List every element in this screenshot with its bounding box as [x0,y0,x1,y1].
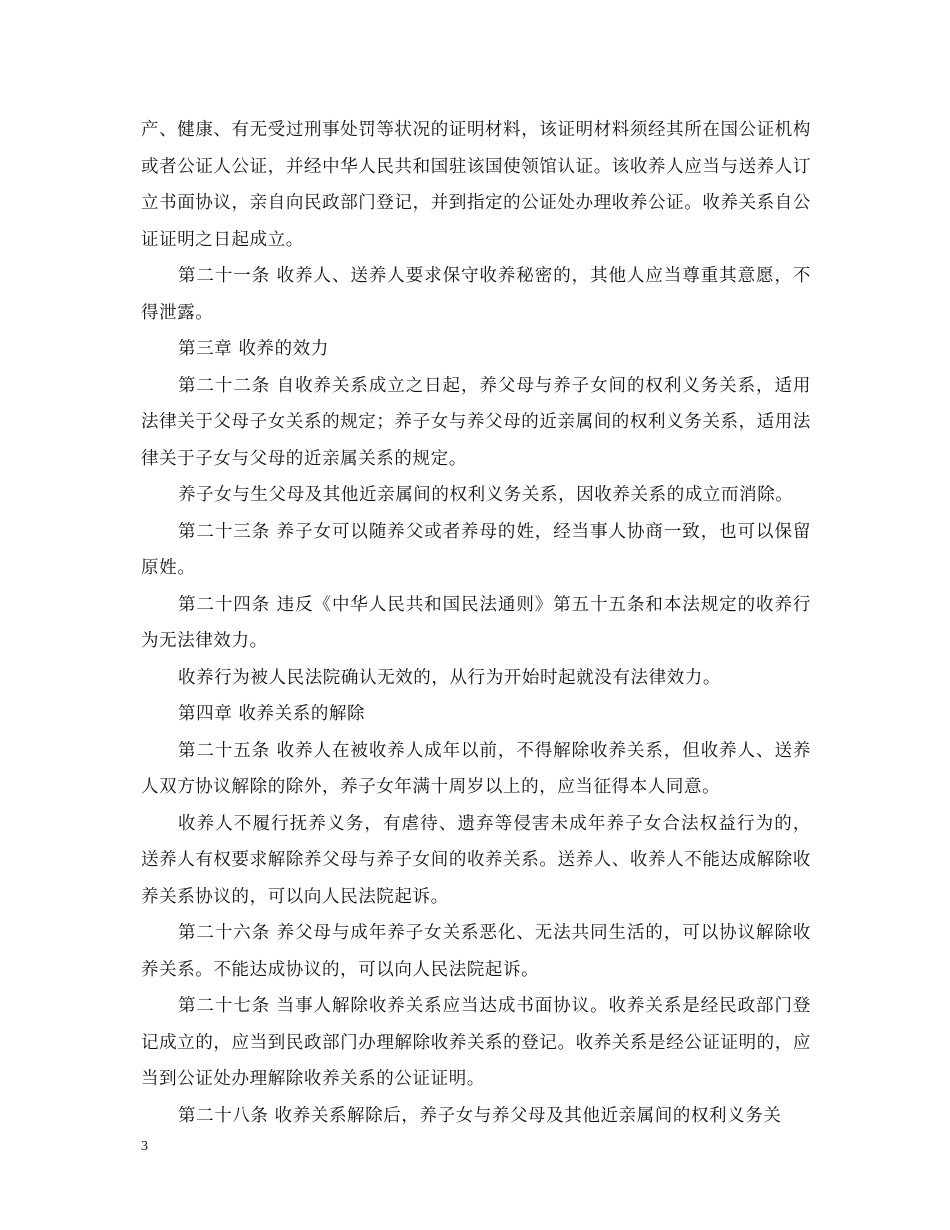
paragraph-article-21: 第二十一条 收养人、送养人要求保守收养秘密的，其他人应当尊重其意愿，不得泄露。 [141,266,811,323]
paragraph-article-22: 第二十二条 自收养关系成立之日起，养父母与养子女间的权利义务关系，适用法律关于父母子女关系的规定；养子女与养父母的近亲属间的权利义务关系，适用法律关于子女与父母的近亲属关系的规定。 [141,375,811,469]
chapter-heading-4: 第四章 收养关系的解除 [178,704,366,724]
paragraph-article-23: 第二十三条 养子女可以随养父或者养母的姓，经当事人协商一致，也可以保留原姓。 [141,521,811,578]
paragraph-article-28: 第二十八条 收养关系解除后，养子女与养父母及其他近亲属间的权利义务关 [178,1105,782,1126]
paragraph-article-25: 第二十五条 收养人在被收养人成年以前，不得解除收养关系，但收养人、送养人双方协议解除的除外，养子女年满十周岁以上的，应当征得本人同意。 [141,740,811,797]
paragraph: 养子女与生父母及其他近亲属间的权利义务关系，因收养关系的成立而消除。 [178,485,794,505]
paragraph: 收养人不履行抚养义务，有虐待、遗弃等侵害未成年养子女合法权益行为的，送养人有权要求解除养父母与养子女间的收养关系。送养人、收养人不能达成解除收养关系协议的，可以向人民法院起诉。 [141,813,811,907]
document-body [141,112,811,1134]
paragraph: 产、健康、有无受过刑事处罚等状况的证明材料，该证明材料须经其所在国公证机构或者公证人公证，并经中华人民共和国驻该国使领馆认证。该收养人应当与送养人订立书面协议，亲自向民政部门登记，并到指定的公证处办理收养公证。收养关系自公证证明之日起成立。 [141,120,811,250]
paragraph: 收养行为被人民法院确认无效的，从行为开始时起就没有法律效力。 [178,667,721,688]
paragraph-article-24: 第二十四条 违反《中华人民共和国民法通则》第五十五条和本法规定的收养行为无法律效力。 [141,594,811,651]
paragraph-article-26: 第二十六条 养父母与成年养子女关系恶化、无法共同生活的，可以协议解除收养关系。不能达成协议的，可以向人民法院起诉。 [141,923,811,980]
paragraph-article-27: 第二十七条 当事人解除收养关系应当达成书面协议。收养关系是经民政部门登记成立的，应当到民政部门办理解除收养关系的登记。收养关系是经公证证明的，应当到公证处办理解除收养关系的公证证明。 [141,996,811,1089]
page-number: 3 [141,1139,148,1154]
chapter-heading-3: 第三章 收养的效力 [178,339,329,359]
